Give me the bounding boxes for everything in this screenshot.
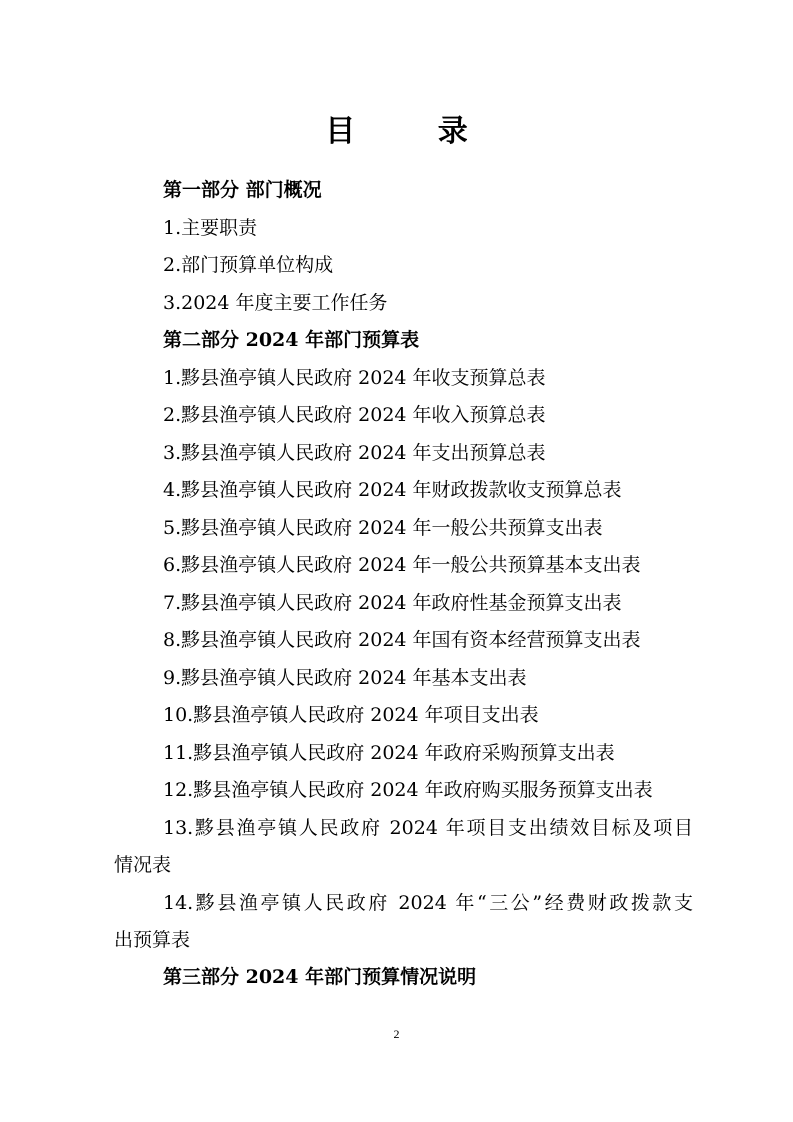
toc-item: 9.黟县渔亭镇人民政府 2024 年基本支出表 [163, 667, 527, 689]
toc-item: 7.黟县渔亭镇人民政府 2024 年政府性基金预算支出表 [163, 592, 622, 614]
section-heading-part1: 第一部分 部门概况 [163, 179, 322, 201]
toc-item: 2.黟县渔亭镇人民政府 2024 年收入预算总表 [163, 404, 546, 426]
toc-item: 4.黟县渔亭镇人民政府 2024 年财政拨款收支预算总表 [163, 479, 622, 501]
toc-item: 12.黟县渔亭镇人民政府 2024 年政府购买服务预算支出表 [163, 779, 653, 801]
toc-item: 1.黟县渔亭镇人民政府 2024 年收支预算总表 [163, 367, 546, 389]
toc-item: 10.黟县渔亭镇人民政府 2024 年项目支出表 [163, 704, 539, 726]
toc-item-14-line1: 14.黟县渔亭镇人民政府 2024 年“三公”经费财政拨款支 [163, 892, 693, 914]
page-title: 目 录 [325, 114, 504, 149]
toc-item: 11.黟县渔亭镇人民政府 2024 年政府采购预算支出表 [163, 742, 615, 764]
toc-item-14-line2: 出预算表 [114, 929, 191, 951]
toc-item: 5.黟县渔亭镇人民政府 2024 年一般公共预算支出表 [163, 517, 603, 539]
toc-item: 3.2024 年度主要工作任务 [163, 292, 388, 314]
section-heading-part2: 第二部分 2024 年部门预算表 [163, 329, 420, 351]
page-number: 2 [393, 1027, 400, 1041]
toc-item: 3.黟县渔亭镇人民政府 2024 年支出预算总表 [163, 442, 546, 464]
toc-item: 8.黟县渔亭镇人民政府 2024 年国有资本经营预算支出表 [163, 629, 641, 651]
toc-item: 1.主要职责 [163, 217, 258, 239]
toc-item-13-line1: 13.黟县渔亭镇人民政府 2024 年项目支出绩效目标及项目 [163, 817, 693, 839]
toc-item: 6.黟县渔亭镇人民政府 2024 年一般公共预算基本支出表 [163, 554, 641, 576]
section-heading-part3: 第三部分 2024 年部门预算情况说明 [163, 966, 477, 988]
toc-item: 2.部门预算单位构成 [163, 254, 334, 276]
toc-item-13-line2: 情况表 [114, 854, 172, 876]
